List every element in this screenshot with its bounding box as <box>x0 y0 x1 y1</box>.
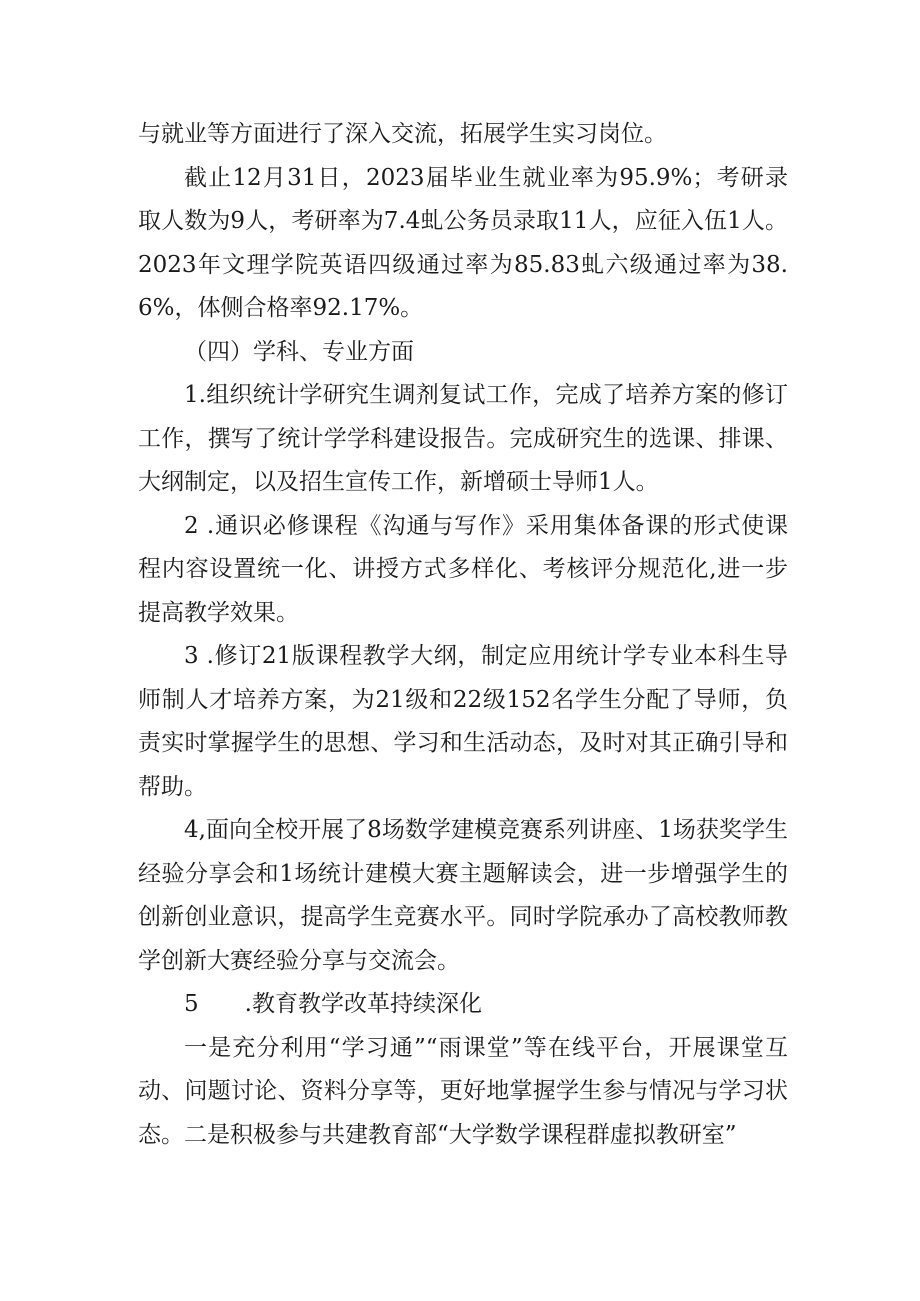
paragraph-employment-exchange: 与就业等方面进行了深入交流，拓展学生实习岗位。 <box>138 121 667 147</box>
item-5-title: .教育教学改革持续深化 <box>244 991 482 1017</box>
section-heading-discipline: （四）学科、专业方面 <box>184 338 414 365</box>
paragraph-employment-statistics: 截止12月31日，2023届毕业生就业率为95.9%；考研录取人数为9人，考研率为7.4虬公务员录取11人，应征入伍1人。2023年文理学院英语四级通过率为85.83虬六级通过率为38.6%，体侧合格率92.17%。 <box>138 164 788 321</box>
paragraph-item-2: 2 .通识必修课程《沟通与写作》采用集体备课的形式使课程内容设置统一化、讲授方式多样化、考核评分规范化,进一步提高教学效果。 <box>138 512 788 626</box>
paragraph-item-5 <box>138 983 788 1027</box>
item-5-number: 5 <box>184 991 199 1017</box>
paragraph-item-1: 1.组织统计学研究生调剂复试工作，完成了培养方案的修订工作，撰写了统计学学科建设报告。完成研究生的选课、排课、大纲制定，以及招生宣传工作，新增硕士导师1人。 <box>138 382 788 495</box>
paragraph-item-4: 4,面向全校开展了8场数学建模竞赛系列讲座、1场获奖学生经验分享会和1场统计建模大赛主题解读会，进一步增强学生的创新创业意识，提高学生竞赛水平。同时学院承办了高校教师教学创新大赛经验分享与交流会。 <box>138 817 788 974</box>
paragraph-item-3: 3 .修订21版课程教学大纲，制定应用统计学专业本科生导师制人才培养方案，为21级和22级152名学生分配了导师，负责实时掌握学生的思想、学习和生活动态，及时对其正确引导和帮助。 <box>138 643 788 800</box>
document-body <box>138 113 788 1157</box>
paragraph-reform-details: 一是充分利用“学习通”“雨课堂”等在线平台，开展课堂互动、问题讨论、资料分享等，更好地掌握学生参与情况与学习状态。二是积极参与共建教育部“大学数学课程群虚拟教研室” <box>138 1034 788 1148</box>
